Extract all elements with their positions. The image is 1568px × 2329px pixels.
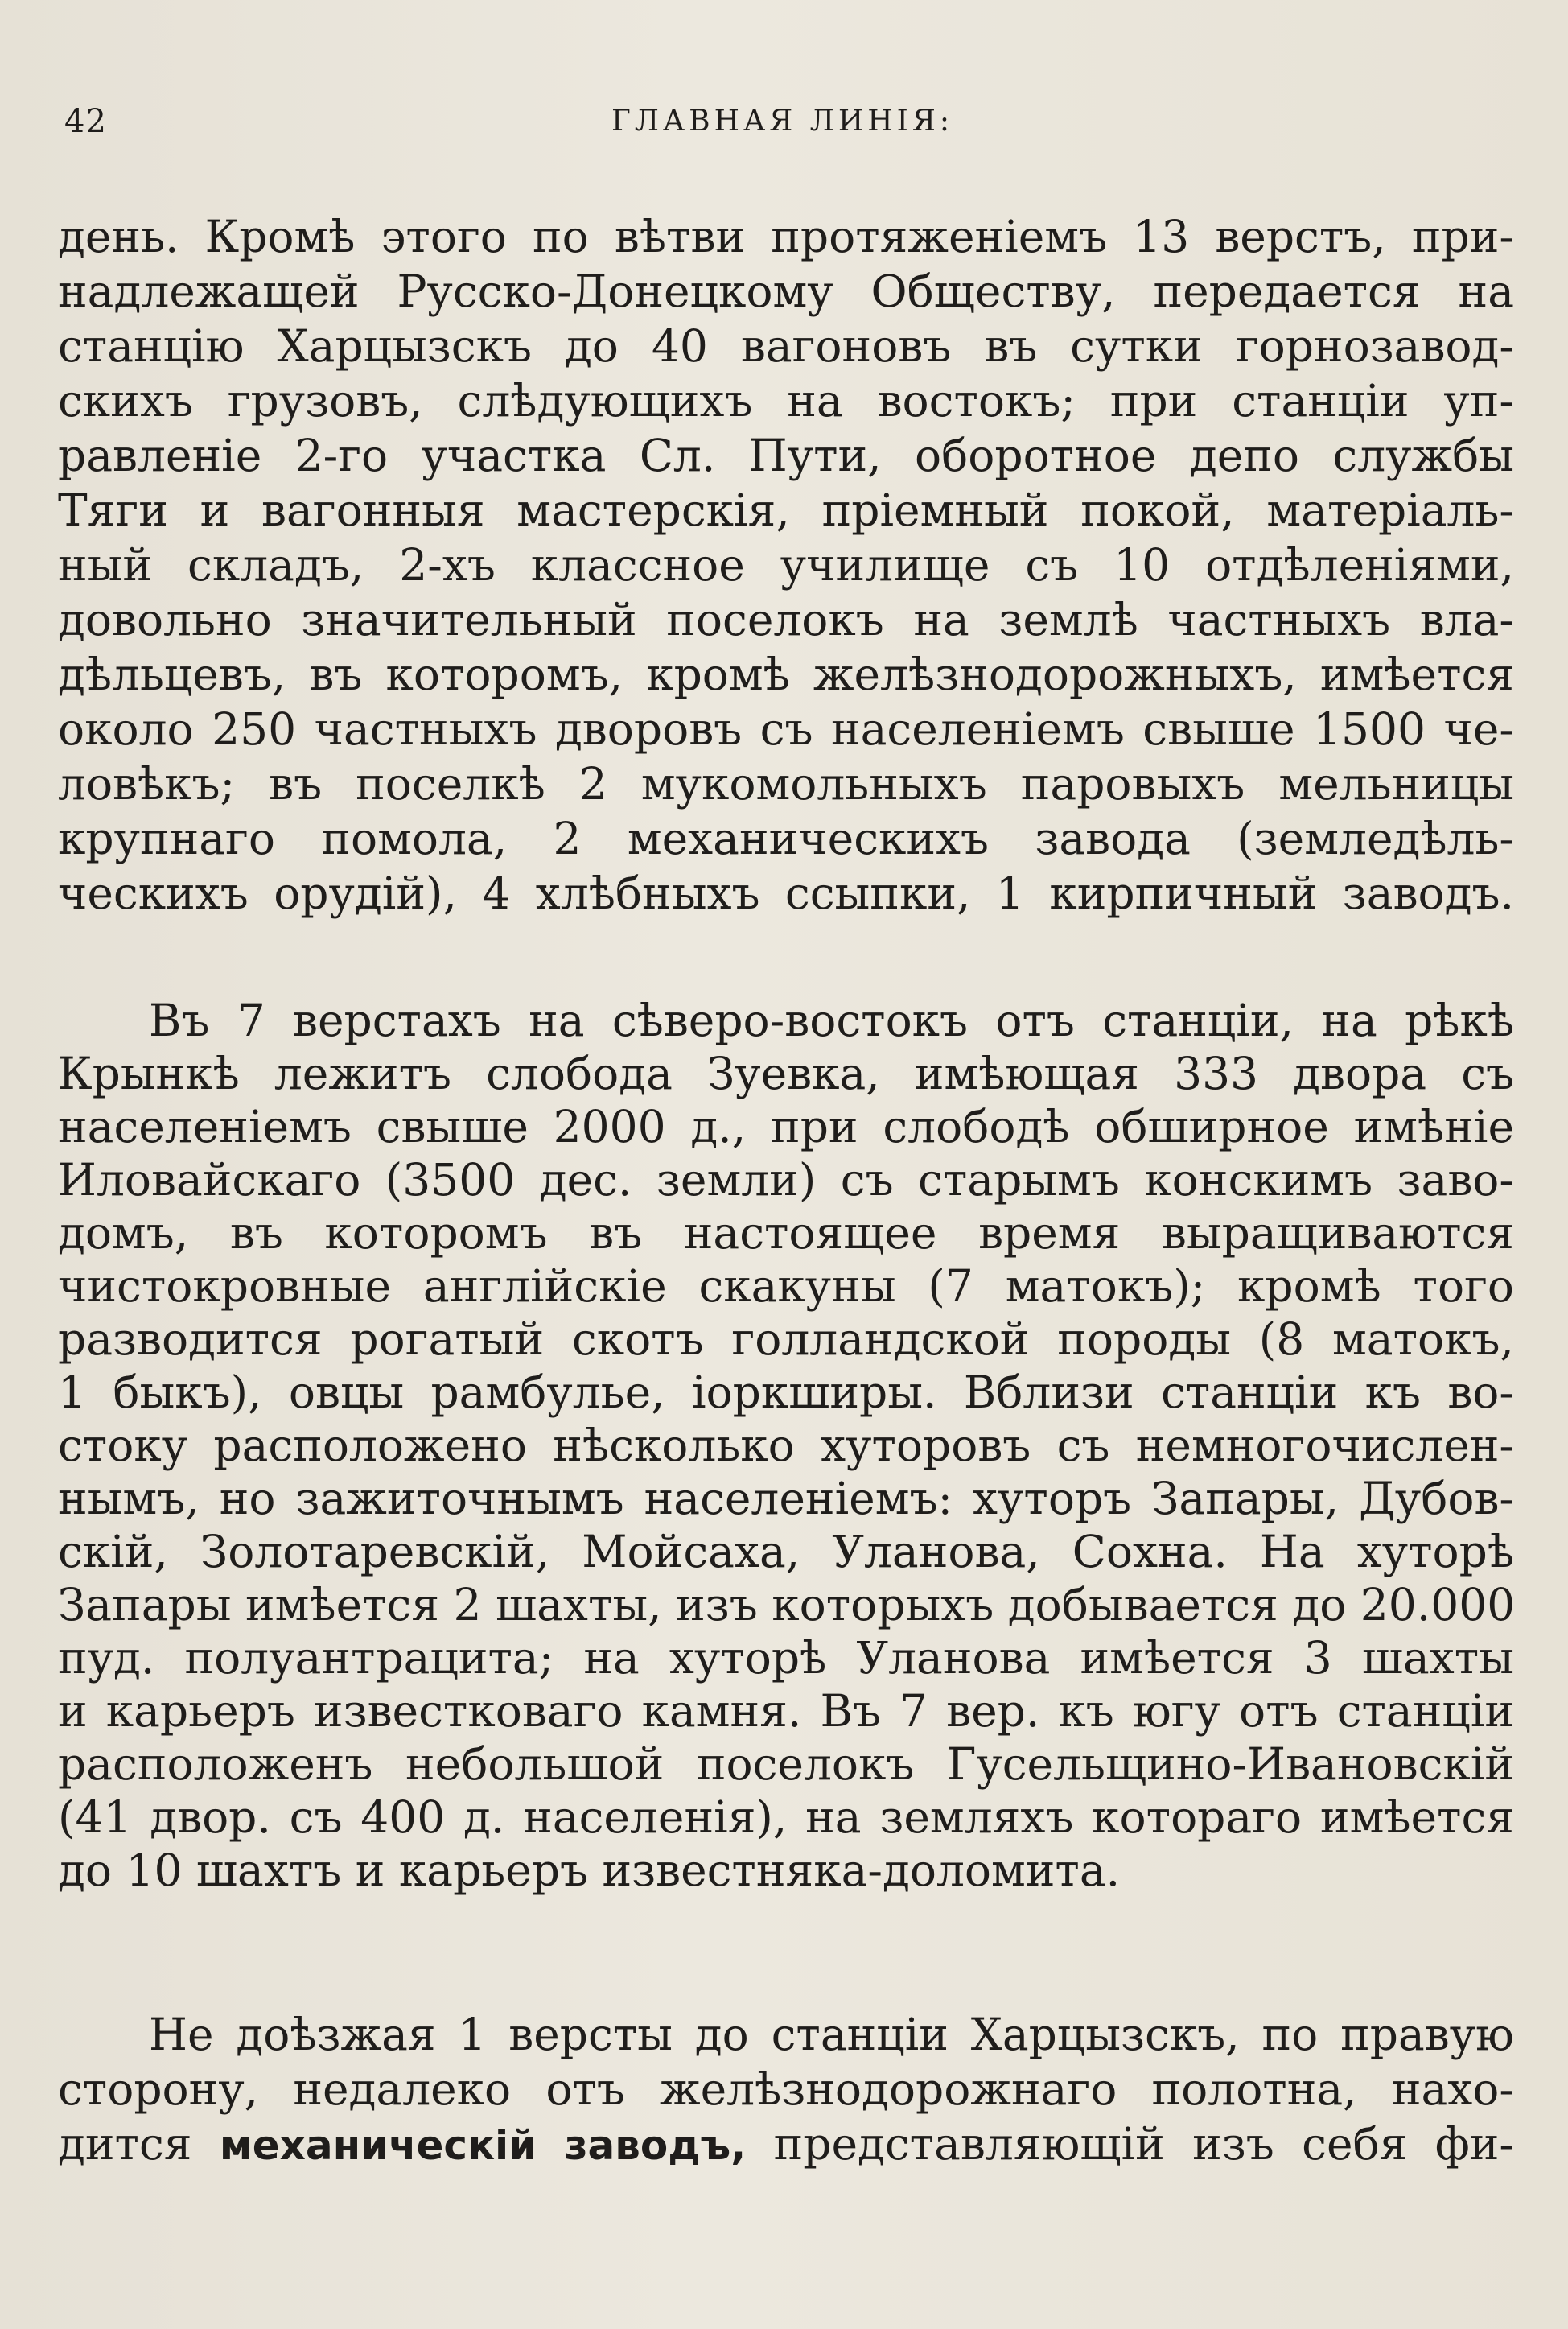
text-line: Тяги и вагонныя мастерскія, пріемный покой, матеріаль-: [58, 484, 1514, 536]
text-line: скихъ грузовъ, слѣдующихъ на востокъ; при станціи уп-: [58, 375, 1514, 427]
text-line: расположенъ небольшой поселокъ Гусельщино-Ивановскій: [58, 1738, 1514, 1790]
text-line: надлежащей Русско-Донецкому Обществу, передается на: [58, 266, 1514, 317]
text-line: день. Кромѣ этого по вѣтви протяженіемъ 13 верстъ, при-: [58, 211, 1514, 262]
text-line: довольно значительный поселокъ на землѣ частныхъ вла-: [58, 594, 1514, 645]
text-line: Иловайскаго (3500 дес. земли) съ старымъ конскимъ заво-: [58, 1154, 1514, 1206]
text-line: сторону, недалеко отъ желѣзнодорожнаго полотна, нахо-: [58, 2063, 1514, 2115]
text-line: населеніемъ свыше 2000 д., при слободѣ обширное имѣніе: [58, 1101, 1514, 1152]
text-run: представляющій изъ себя фи-: [746, 2118, 1514, 2170]
text-line: нымъ, но зажиточнымъ населеніемъ: хуторъ Запары, Дубов-: [58, 1473, 1514, 1524]
text-line: около 250 частныхъ дворовъ съ населеніемъ свыше 1500 че-: [58, 703, 1514, 755]
running-title: ГЛАВНАЯ ЛИНІЯ:: [611, 105, 954, 138]
text-line: равленіе 2-го участка Сл. Пути, оборотное депо службы: [58, 430, 1514, 481]
page-number: 42: [64, 103, 107, 140]
text-line: ческихъ орудій), 4 хлѣбныхъ ссыпки, 1 кирпичный заводъ.: [58, 868, 1514, 919]
text-line: Запары имѣется 2 шахты, изъ которыхъ добывается до 20.000: [58, 1579, 1516, 1630]
text-line: ловѣкъ; въ поселкѣ 2 мукомольныхъ паровыхъ мельницы: [58, 758, 1514, 810]
text-line: разводится рогатый скотъ голландской породы (8 матокъ,: [58, 1313, 1514, 1365]
text-line: до 10 шахтъ и карьеръ известняка-доломита.: [58, 1845, 1121, 1896]
text-line: крупнаго помола, 2 механическихъ завода (земледѣль-: [58, 813, 1514, 864]
text-line: Крынкѣ лежитъ слобода Зуевка, имѣющая 333 двора съ: [58, 1048, 1514, 1099]
text-line: стоку расположено нѣсколько хуторовъ съ немногочислен-: [58, 1420, 1514, 1471]
text-line: (41 двор. съ 400 д. населенія), на земляхъ котораго имѣется: [58, 1791, 1514, 1843]
text-line: станцію Харцызскъ до 40 вагоновъ въ сутки горнозавод-: [58, 320, 1514, 372]
text-line: пуд. полуантрацита; на хуторѣ Уланова имѣется 3 шахты: [58, 1632, 1514, 1684]
text-line: домъ, въ которомъ въ настоящее время выращиваются: [58, 1207, 1514, 1259]
text-line: дѣльцевъ, въ которомъ, кромѣ желѣзнодорожныхъ, имѣется: [58, 649, 1514, 700]
text-line: Въ 7 верстахъ на сѣверо-востокъ отъ станціи, на рѣкѣ: [149, 995, 1514, 1046]
text-line: чистокровные англійскіе скакуны (7 матокъ); кромѣ того: [58, 1260, 1514, 1312]
text-line: 1 быкъ), овцы рамбулье, іоркширы. Вблизи станціи къ во-: [58, 1366, 1514, 1418]
text-line: ный складъ, 2-хъ классное училище съ 10 отдѣленіями,: [58, 539, 1514, 591]
page-header: [64, 103, 1512, 151]
emphasized-term: механическій заводъ,: [219, 2122, 747, 2169]
text-line-with-emphasis: [58, 2118, 1514, 2170]
text-line: и карьеръ известковаго камня. Въ 7 вер. къ югу отъ станціи: [58, 1685, 1514, 1737]
text-line: скій, Золотаревскій, Мойсаха, Уланова, Сохна. На хуторѣ: [58, 1526, 1514, 1577]
text-line: Не доѣзжая 1 версты до станціи Харцызскъ, по правую: [149, 2009, 1514, 2060]
text-run: дится: [58, 2118, 220, 2170]
